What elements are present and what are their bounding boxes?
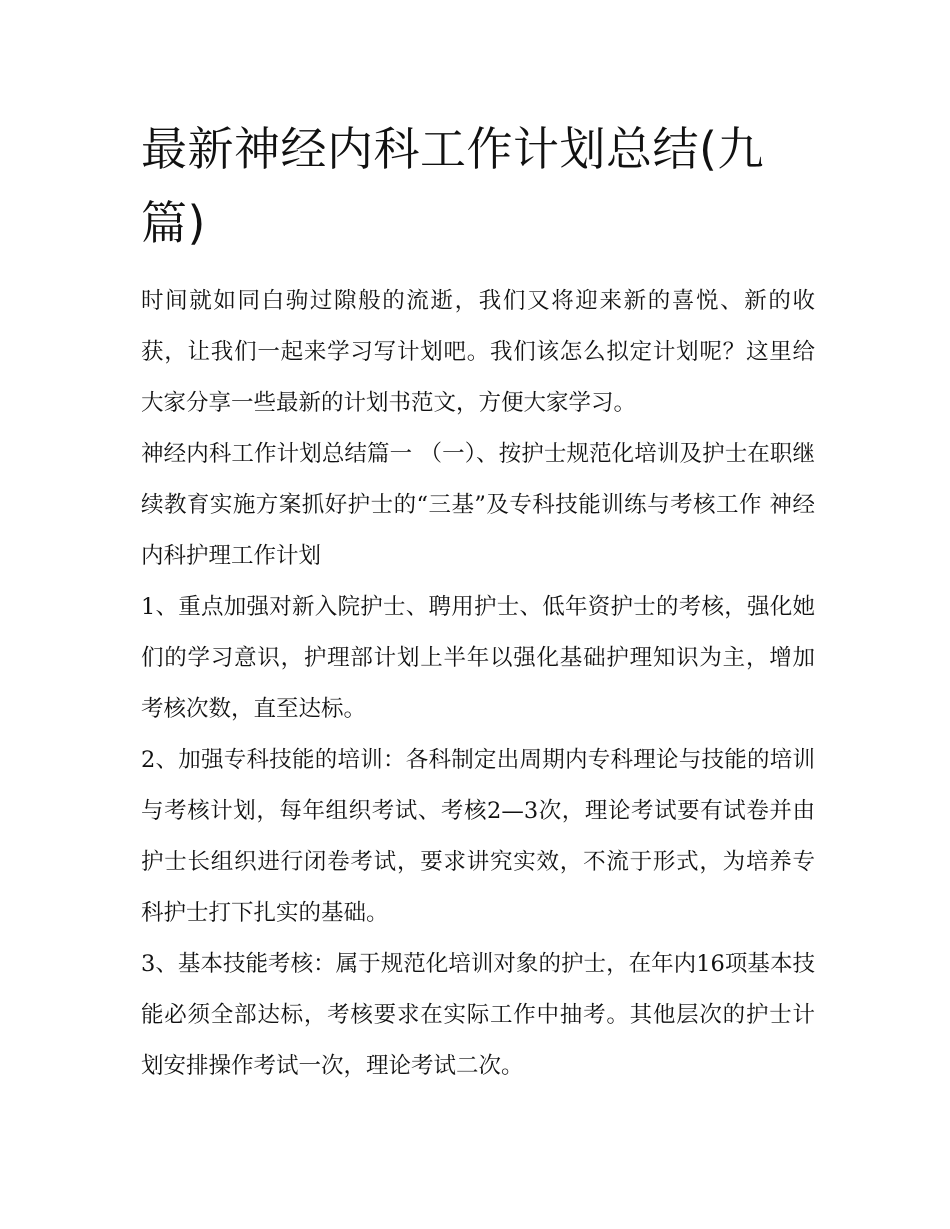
paragraph-item-2: 2、加强专科技能的培训：各科制定出周期内专科理论与技能的培训与考核计划，每年组织考试、考核2—3次，理论考试要有试卷并由护士长组织进行闭卷考试，要求讲究实效，不流于形式，为培养专科护士打下扎实的基础。	[141, 747, 815, 926]
paragraph-section-one: 神经内科工作计划总结篇一 （一）、按护士规范化培训及护士在职继续教育实施方案抓好护士的“三基”及专科技能训练与考核工作 神经内科护理工作计划	[141, 441, 815, 569]
paragraph-item-3: 3、基本技能考核：属于规范化培训对象的护士，在年内16项基本技能必须全部达标，考核要求在实际工作中抽考。其他层次的护士计划安排操作考试一次，理论考试二次。	[141, 951, 815, 1079]
paragraph-intro: 时间就如同白驹过隙般的流逝，我们又将迎来新的喜悦、新的收获，让我们一起来学习写计划吧。我们该怎么拟定计划呢？这里给大家分享一些最新的计划书范文，方便大家学习。	[141, 288, 815, 416]
document-page	[141, 112, 815, 1092]
document-title: 最新神经内科工作计划总结(九篇)	[141, 122, 764, 250]
paragraph-item-1: 1、重点加强对新入院护士、聘用护士、低年资护士的考核，强化她们的学习意识，护理部计划上半年以强化基础护理知识为主，增加考核次数，直至达标。	[141, 594, 815, 722]
